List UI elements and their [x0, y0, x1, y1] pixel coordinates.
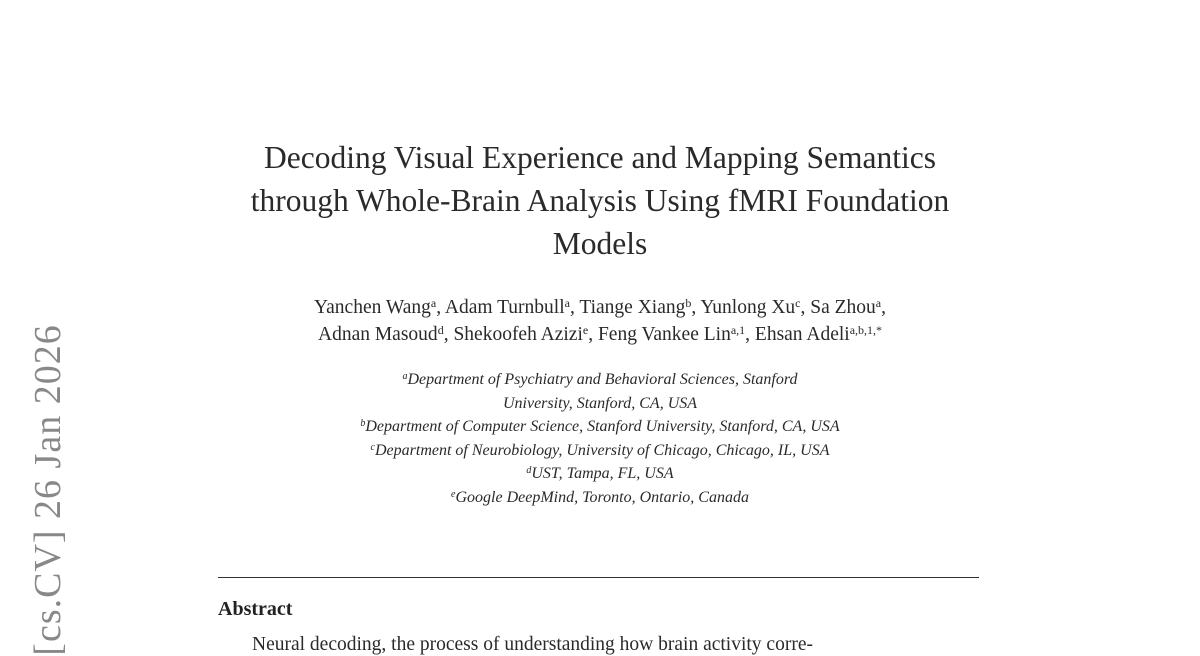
author-name: Adnan Masoud: [317, 324, 438, 345]
abstract-first-line: Neural decoding, the process of understanding how brain activity corre-: [252, 634, 813, 655]
author-affiliation-mark: a: [875, 296, 882, 310]
author-separator: ,: [691, 297, 701, 318]
affiliation-b: [240, 415, 960, 439]
affiliation-list: [240, 368, 960, 510]
affiliation-text: University, Stanford, CA, USA: [502, 394, 698, 412]
affiliation-text: Department of Computer Science, Stanford University, Stanford, CA, USA: [365, 418, 840, 436]
author-name: Ehsan Adeli: [754, 324, 850, 345]
abstract-divider: [218, 577, 979, 578]
affiliation-text: UST, Tampa, FL, USA: [531, 465, 674, 483]
affiliation-a-continued: [240, 392, 960, 416]
paper-title: [210, 136, 990, 265]
author-name: Yunlong Xu: [700, 297, 796, 318]
author-affiliation-mark: b: [685, 296, 692, 310]
author-affiliation-mark: a: [564, 296, 570, 310]
author-name: Yanchen Wang: [314, 297, 431, 318]
affiliation-text: Department of Psychiatry and Behavioral Sciences, Stanford: [407, 371, 798, 388]
affiliation-key: b: [360, 418, 366, 430]
author-line-2: [200, 321, 1000, 348]
affiliation-a: [240, 368, 960, 392]
affiliation-text: Google DeepMind, Toronto, Ontario, Canada: [455, 488, 749, 506]
affiliation-e: [240, 486, 960, 510]
author-name: Sa Zhou: [810, 297, 876, 318]
affiliation-text: Department of Neurobiology, University of Chicago, Chicago, IL, USA: [374, 441, 830, 459]
author-affiliation-mark: c: [795, 296, 801, 310]
affiliation-key: a: [402, 371, 408, 382]
title-line-2: through Whole-Brain Analysis Using fMRI Foundation: [250, 183, 950, 218]
affiliation-key: c: [370, 441, 375, 453]
author-name: Shekoofeh Azizi: [453, 324, 583, 345]
author-separator: ,: [881, 297, 886, 318]
author-separator: ,: [745, 324, 755, 345]
title-line-3: Models: [552, 226, 648, 261]
affiliation-d: [240, 462, 960, 486]
author-name: Adam Turnbull: [444, 297, 565, 318]
arxiv-sidebar-stamp: [cs.CV] 26 Jan 2026: [27, 324, 69, 656]
abstract-heading: Abstract: [218, 598, 293, 620]
author-name: Feng Vankee Lin: [597, 324, 731, 345]
author-separator: ,: [443, 324, 454, 345]
author-separator: ,: [436, 297, 445, 318]
author-affiliation-mark: a,1: [730, 323, 746, 337]
affiliation-key: e: [451, 488, 456, 500]
author-separator: ,: [569, 297, 580, 318]
author-affiliation-mark: e: [582, 323, 589, 337]
author-list: [200, 294, 1000, 348]
author-affiliation-mark: d: [437, 323, 444, 337]
affiliation-c: [240, 439, 960, 463]
title-line-1: Decoding Visual Experience and Mapping Semantics: [264, 140, 936, 175]
author-affiliation-mark: a: [430, 296, 437, 310]
author-separator: ,: [588, 324, 598, 345]
affiliation-key: d: [526, 465, 532, 477]
author-line-1: [200, 294, 1000, 321]
author-name: Tiange Xiang: [579, 297, 686, 318]
author-separator: ,: [800, 297, 811, 318]
author-affiliation-mark: a,b,1,*: [849, 323, 883, 337]
